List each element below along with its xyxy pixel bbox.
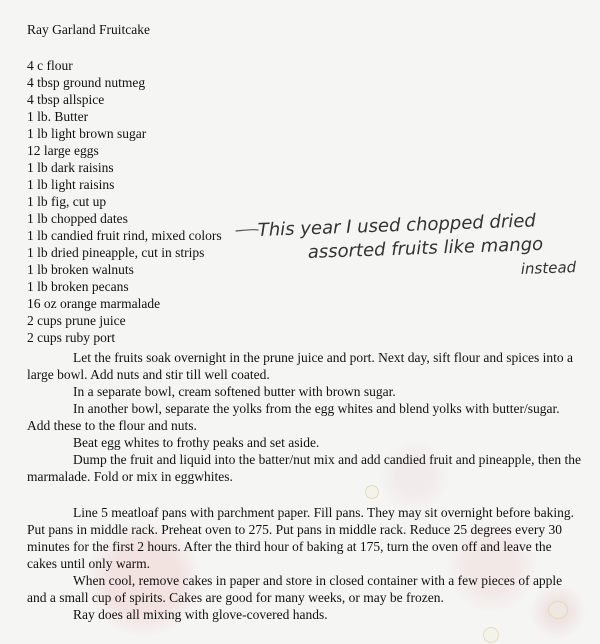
ingredient-item: 16 oz orange marmalade (27, 296, 161, 311)
ingredient-item: 1 lb light brown sugar (27, 126, 147, 141)
instruction-paragraph: Let the fruits soak overnight in the prune juice and port. Next day, sift flour and spices into a large bowl. Add nuts and stir till well coated. (27, 350, 573, 382)
instructions-block (27, 349, 582, 623)
ingredient-item: 1 lb. Butter (27, 109, 89, 124)
instruction-paragraph: When cool, remove cakes in paper and store in closed container with a few pieces of apple and a small cup of spirits. Cakes are good for many weeks, or may be frozen. (27, 573, 563, 605)
ingredient-item: 4 tbsp allspice (27, 92, 105, 107)
ingredient-item: 2 cups ruby port (27, 330, 116, 345)
ingredient-item: 1 lb broken walnuts (27, 262, 134, 277)
instruction-paragraph: Beat egg whites to frothy peaks and set aside. (73, 435, 320, 450)
ingredient-item: 1 lb light raisins (27, 177, 115, 192)
ingredient-item: 1 lb chopped dates (27, 211, 128, 226)
ingredient-item: 1 lb dark raisins (27, 160, 114, 175)
handwritten-note-line: assorted fruits like mango (307, 233, 544, 263)
instruction-paragraph: Line 5 meatloaf pans with parchment paper. Fill pans. They may sit overnight before baking. Put pans in middle rack. Preheat oven to 275. Put pans in middle rack. Reduce 25 degrees every 30 minutes for the first 2 hours. After the third hour of baking at 175, turn the oven off and leave the cakes until only warm. (27, 505, 574, 571)
recipe-title: Ray Garland Fruitcake (27, 22, 150, 37)
ingredient-item: 4 c flour (27, 58, 73, 73)
ingredient-item: 2 cups prune juice (27, 313, 126, 328)
handwritten-note-line: This year I used chopped dried (257, 210, 537, 241)
ingredient-list (27, 57, 222, 346)
ingredient-item: 1 lb candied fruit rind, mixed colors (27, 228, 222, 243)
handwritten-connector-line (236, 230, 258, 231)
ingredient-item: 12 large eggs (27, 143, 99, 158)
handwritten-note-line: instead (520, 258, 577, 278)
ingredient-item: 1 lb dried pineapple, cut in strips (27, 245, 205, 260)
ingredient-item: 1 lb fig, cut up (27, 194, 107, 209)
stain-mark (483, 627, 499, 643)
instruction-paragraph: In another bowl, separate the yolks from the egg whites and blend yolks with butter/sugar. Add these to the flour and nuts. (27, 401, 560, 433)
instruction-paragraph: Ray does all mixing with glove-covered hands. (73, 607, 328, 622)
instruction-paragraph: In a separate bowl, cream softened butter with brown sugar. (73, 384, 396, 399)
ingredient-item: 4 tbsp ground nutmeg (27, 75, 146, 90)
instruction-paragraph: Dump the fruit and liquid into the batter/nut mix and add candied fruit and pineapple, then the marmalade. Fold or mix in eggwhites. (27, 452, 581, 484)
ingredient-item: 1 lb broken pecans (27, 279, 129, 294)
